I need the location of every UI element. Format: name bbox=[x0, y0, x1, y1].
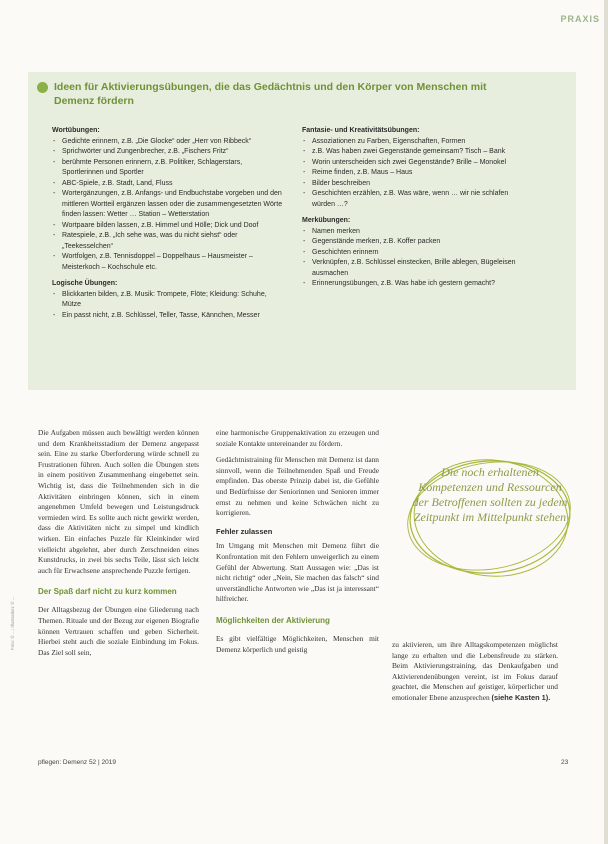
list-item: - Wortfolgen, z.B. Tennisdoppel – Doppelhaus – Hausmeister – Meisterkoch – Kochschule etc. bbox=[52, 252, 284, 273]
box-reference: (siehe Kasten 1). bbox=[491, 692, 551, 702]
list-item: - Gedichte erinnern, z.B. „Die Glocke“ oder „Herr von Ribbeck“ bbox=[52, 137, 284, 148]
list-item: - Geschichten erinnern bbox=[302, 248, 530, 259]
subheading-moeglichkeiten: Möglichkeiten der Aktivierung bbox=[216, 615, 330, 625]
list-item: - Geschichten erzählen, z.B. Was wäre, wenn … wir nie schlafen würden …? bbox=[302, 189, 530, 210]
list-item: - Worin unterscheiden sich zwei Gegenstände? Brille – Monokel bbox=[302, 158, 530, 169]
paragraph bbox=[392, 640, 558, 704]
fantasie-list bbox=[302, 137, 530, 211]
list-item: - Wortpaare bilden lassen, z.B. Himmel und Hölle; Dick und Doof bbox=[52, 221, 284, 232]
paragraph: Es gibt vielfältige Möglichkeiten, Menschen mit Demenz körperlich und geistig bbox=[216, 633, 379, 654]
paragraph-text: zu aktivieren, um ihre Alltagskompetenzen möglichst lange zu erhalten und die Lebensfreude zu stärken. Beim Aktivierungstraining, das Denkaufgaben und Aktivierendenübungen vereint, ist im Fokus darauf geachtet, die Menschen auf geistiger, körperlicher und emotionaler Ebene anzusprechen bbox=[392, 640, 558, 702]
merk-list bbox=[302, 227, 530, 290]
bullet-icon bbox=[37, 82, 48, 93]
subheading-fehler: Fehler zulassen bbox=[216, 526, 273, 536]
list-item: - Sprichwörter und Zungenbrecher, z.B. „Fischers Fritz“ bbox=[52, 147, 284, 158]
body-column-3 bbox=[392, 640, 558, 710]
paragraph: Die Aufgaben müssen auch bewältigt werden können und dem Krankheitsstadium der Demenz angepasst sein. Eine zu starke Überforderung würde schnell zu Frustrationen führen. Auch sollen die Übungen stets in einem positiven Zusammenhang eingebettet sein. Wichtig ist, dass die Teilnehmenden sich in die Aktivitäten einbringen können, sich in einem angenehmen Umfeld bewegen und Leistungsdruck vermieden wird. Es sollte auch nicht gewirkt werden, dass die Aktivitäten nicht zu simpel und kindlich wirken. Ein einfaches Puzzle für Kleinkinder wird vielleicht abgelehnt, aber durch Zerschneiden eines Kunstdrucks, in zwei bis sechs Teile, lässt sich leicht auch für Erwachsene ansprechende Puzzle fertigen. bbox=[38, 428, 199, 575]
list-item: - Assoziationen zu Farben, Eigenschaften, Formen bbox=[302, 137, 530, 148]
page-edge bbox=[604, 0, 608, 844]
logik-heading: Logische Übungen: bbox=[52, 280, 118, 287]
paragraph: eine harmonische Gruppenaktivation zu erzeugen und soziale Kontakte untereinander zu fördern. bbox=[216, 428, 379, 448]
box-right-column bbox=[302, 126, 530, 296]
photo-credit: Foto: © ...; Illustration: © ... bbox=[10, 596, 15, 650]
list-item: - Erinnerungsübungen, z.B. Was habe ich gestern gemacht? bbox=[302, 279, 530, 290]
box-title: Ideen für Aktivierungsübungen, die das Gedächtnis und den Körper von Menschen mit Demenz fördern bbox=[54, 81, 487, 107]
body-column-1 bbox=[38, 428, 199, 664]
fantasie-heading: Fantasie- und Kreativitätsübungen: bbox=[302, 127, 420, 134]
list-item: - Wortergänzungen, z.B. Anfangs- und Endbuchstabe vorgeben und den mittleren Wortteil ergänzen lassen oder die zusammengesetzten Wörte finden lassen: Wetter … Station – Wetterstation bbox=[52, 189, 284, 221]
box-left-column bbox=[52, 126, 284, 327]
list-item: - Bilder beschreiben bbox=[302, 179, 530, 190]
pull-quote: Die noch erhaltenen Kompetenzen und Ressourcen der Betroffenen sollten zu jedem Zeitpunkt im Mittelpunkt stehen bbox=[412, 465, 568, 524]
list-item: - Ratespiele, z.B. „Ich sehe was, was du nicht siehst“ oder „Teekesselchen“ bbox=[52, 231, 284, 252]
subheading-spass: Der Spaß darf nicht zu kurz kommen bbox=[38, 587, 177, 597]
paragraph: Gedächtnistraining für Menschen mit Demenz ist dann sinnvoll, wenn die Teilnehmenden Spaß und Freude empfinden. Das oberste Prinzip dabei ist, die Gefühle und Bedürfnisse der Seniorinnen und Senioren immer ernst zu nehmen und keine Schwächen nicht zu korrigieren. bbox=[216, 455, 379, 518]
page-number: 23 bbox=[561, 759, 569, 766]
list-item: - Gegenstände merken, z.B. Koffer packen bbox=[302, 237, 530, 248]
list-item: - Ein passt nicht, z.B. Schlüssel, Teller, Tasse, Kännchen, Messer bbox=[52, 311, 284, 322]
body-column-2 bbox=[216, 428, 379, 661]
wort-heading: Wortübungen: bbox=[52, 127, 100, 134]
list-item: - Namen merken bbox=[302, 227, 530, 238]
section-label: PRAXIS bbox=[560, 14, 600, 24]
list-item: - Verknüpfen, z.B. Schlüssel einstecken, Brille ablegen, Bügeleisen ausmachen bbox=[302, 258, 530, 279]
merk-heading: Merkübungen: bbox=[302, 217, 351, 224]
list-item: - ABC-Spiele, z.B. Stadt, Land, Fluss bbox=[52, 179, 284, 190]
logik-list bbox=[52, 290, 284, 322]
footer-journal: pflegen: Demenz 52 | 2019 bbox=[38, 759, 116, 766]
list-item: - z.B. Was haben zwei Gegenstände gemeinsam? Tisch – Bank bbox=[302, 147, 530, 158]
list-item: - berühmte Personen erinnern, z.B. Politiker, Schlagerstars, Sportlerinnen und Sportler bbox=[52, 158, 284, 179]
list-item: - Reime finden, z.B. Maus – Haus bbox=[302, 168, 530, 179]
wort-list bbox=[52, 137, 284, 274]
list-item: - Blickkarten bilden, z.B. Musik: Trompete, Flöte; Kleidung: Schuhe, Mütze bbox=[52, 290, 284, 311]
paragraph: Im Umgang mit Menschen mit Demenz führt die Konfrontation mit den Fehlern unweigerlich zu einem Gefühl der Abwertung. Statt Aussagen wie: „Das ist nicht richtig“ oder „Nein, Sie machen das falsch“ sind unverständliche Antworten wie „Das ist ja interessant“ hilfreicher. bbox=[216, 541, 379, 604]
paragraph: Der Alltagsbezug der Übungen eine Gliederung nach Themen. Rituale und der Bezug zur eigenen Biografie können Vertrauen schaffen und geben Sicherheit. Hierbei steht auch die soziale Einbindung im Fokus. Das Ziel soll sein, bbox=[38, 605, 199, 657]
